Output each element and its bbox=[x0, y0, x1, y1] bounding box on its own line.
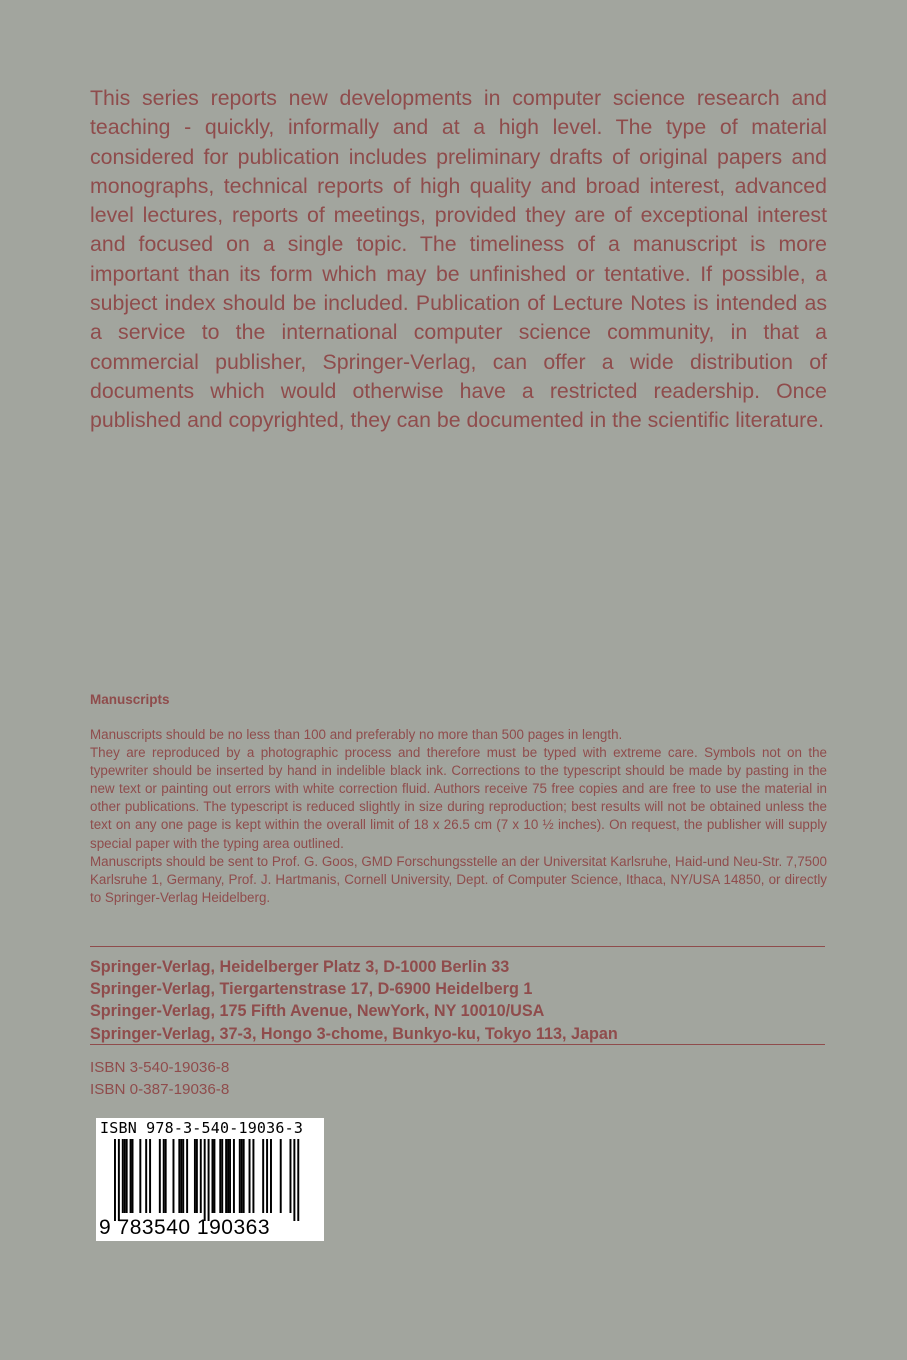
barcode-bar bbox=[297, 1139, 299, 1221]
barcode-bar bbox=[139, 1139, 141, 1213]
barcode-bar bbox=[229, 1139, 231, 1213]
barcode-bar bbox=[118, 1139, 120, 1221]
barcode-bar bbox=[180, 1139, 182, 1213]
barcode-bar bbox=[122, 1139, 124, 1213]
address-heidelberg: Springer-Verlag, Tiergartenstrase 17, D-6900 Heidelberg 1 bbox=[90, 980, 533, 999]
barcode-bar bbox=[233, 1139, 235, 1213]
series-description: This series reports new developments in computer science research and teaching - quickly, informally and at a high level. The type of material considered for publication includes preliminary drafts of original papers and monographs, technical reports of high quality and broad interest, advanced level lectures, reports of meetings, provided they are of exceptional interest and focused on a single topic. The timeliness of a manuscript is more important than its form which may be unfinished or tentative. If possible, a subject index should be included. Publication of Lecture Notes is intended as a service to the international computer science community, in that a commercial publisher, Springer-Verlag, can offer a wide distribution of documents which would otherwise have a restricted readership. Once published and copyrighted, they can be documented in the scientific literature. bbox=[90, 86, 827, 433]
isbn-list bbox=[90, 1057, 229, 1101]
barcode-bar bbox=[221, 1139, 223, 1213]
barcode-bar bbox=[212, 1139, 214, 1213]
barcode-bar bbox=[149, 1139, 151, 1213]
barcode-bar bbox=[280, 1139, 282, 1213]
isbn-springer-berlin: ISBN 3-540-19036-8 bbox=[90, 1059, 230, 1076]
manuscripts-section bbox=[90, 726, 827, 907]
barcode-bar bbox=[225, 1139, 227, 1213]
barcode-bar bbox=[132, 1139, 134, 1213]
barcode-bar bbox=[208, 1139, 210, 1221]
barcode-bar bbox=[124, 1139, 126, 1213]
barcode-digits: 9 783540 190363 bbox=[99, 1216, 270, 1239]
manuscripts-typing-paragraph: They are reproduced by a photographic process and therefore must be typed with extreme care. Symbols not on the typewriter should be inserted by hand in indelible black ink. Corrections to the typescript should be made by pasting in the new text or painting out errors with white correction fluid. Authors receive 75 free copies and are free to use the material in other publications. The typescript is reduced slightly in size during reproduction; best results will not be obtained unless the text on any one page is kept within the overall limit of 18 x 26.5 cm (7 x 10 ½ inches). On request, the publisher will supply special paper with the typing area outlined. bbox=[90, 745, 827, 851]
barcode-bar bbox=[194, 1139, 196, 1213]
barcode-isbn-label: ISBN 978-3-540-19036-3 bbox=[100, 1119, 304, 1137]
manuscripts-submission-paragraph: Manuscripts should be sent to Prof. G. Goos, GMD Forschungsstelle an der Universitat Karlsruhe, Haid-und Neu-Str. 7,7500 Karlsruhe 1, Germany, Prof. J. Hartmanis, Cornell University, Dept. of Computer Science, Ithaca, NY/USA 14850, or directly to Springer-Verlag Heidelberg. bbox=[90, 853, 827, 905]
barcode-bar bbox=[241, 1139, 243, 1213]
barcode-bar bbox=[163, 1139, 165, 1213]
barcode-bar bbox=[239, 1139, 241, 1213]
barcode-bar bbox=[204, 1139, 206, 1221]
barcode-bar bbox=[165, 1139, 167, 1213]
address-berlin: Springer-Verlag, Heidelberger Platz 3, D-1000 Berlin 33 bbox=[90, 958, 510, 976]
barcode-bar bbox=[213, 1139, 215, 1213]
barcode-bar bbox=[200, 1139, 202, 1213]
barcode-bar bbox=[262, 1139, 264, 1213]
address-new-york: Springer-Verlag, 175 Fifth Avenue, NewYork, NY 10010/USA bbox=[90, 1002, 545, 1021]
barcode-bar bbox=[219, 1139, 221, 1213]
barcode-bar bbox=[186, 1139, 188, 1213]
manuscripts-heading: Manuscripts bbox=[90, 692, 170, 707]
barcode-bar bbox=[178, 1139, 180, 1213]
barcode-bar bbox=[270, 1139, 272, 1213]
publisher-addresses bbox=[90, 956, 618, 1045]
barcode-bar bbox=[173, 1139, 175, 1213]
barcode-bar bbox=[126, 1139, 128, 1213]
barcode-bar bbox=[114, 1139, 116, 1221]
barcode-bar bbox=[182, 1139, 184, 1213]
barcode-bar bbox=[243, 1139, 245, 1213]
barcode-bar bbox=[252, 1139, 254, 1213]
manuscripts-length-paragraph: Manuscripts should be no less than 100 and preferably no more than 500 pages in length. bbox=[90, 727, 623, 742]
divider-bottom bbox=[90, 1044, 825, 1045]
barcode-bar bbox=[159, 1139, 161, 1213]
barcode-bar bbox=[196, 1139, 198, 1213]
barcode-bar bbox=[130, 1139, 132, 1213]
barcode-bar bbox=[266, 1139, 268, 1213]
barcode bbox=[96, 1118, 324, 1241]
barcode-bar bbox=[145, 1139, 147, 1213]
barcode-bar bbox=[293, 1139, 295, 1221]
barcode-bar bbox=[249, 1139, 251, 1213]
address-tokyo: Springer-Verlag, 37-3, Hongo 3-chome, Bunkyo-ku, Tokyo 113, Japan bbox=[90, 1024, 618, 1043]
isbn-springer-new-york: ISBN 0-387-19036-8 bbox=[90, 1081, 230, 1098]
barcode-bar bbox=[227, 1139, 229, 1213]
barcode-bar bbox=[290, 1139, 292, 1213]
divider-top bbox=[90, 946, 825, 947]
